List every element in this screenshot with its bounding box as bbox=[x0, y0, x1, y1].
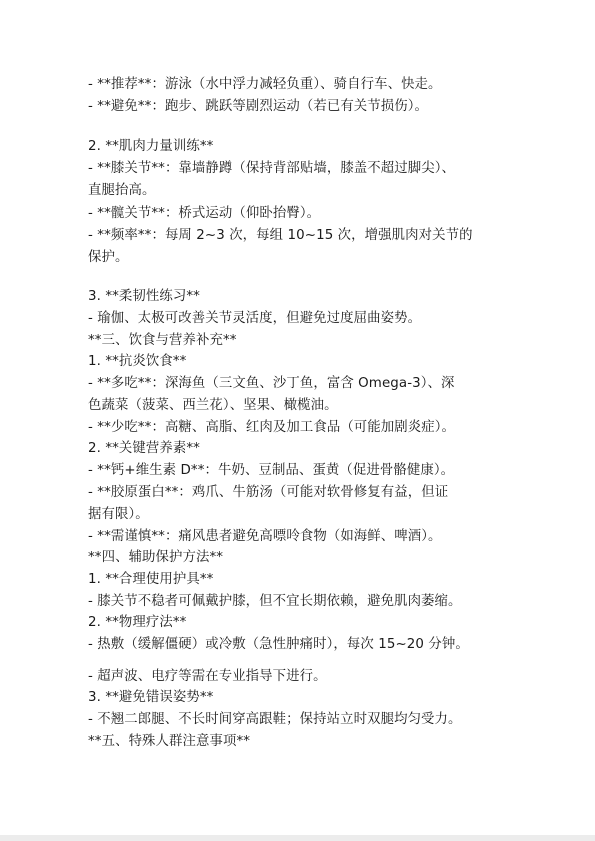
text-line: 保护。 bbox=[88, 250, 129, 265]
text-line: - **膝关节**：靠墙静蹲（保持背部贴墙，膝盖不超过脚尖）、 bbox=[88, 161, 456, 176]
chapter-heading: **三、饮食与营养补充** bbox=[88, 333, 237, 348]
text-line: - **少吃**：高糖、高脂、红肉及加工食品（可能加剧炎症）。 bbox=[88, 420, 456, 435]
section-heading: 1. **合理使用护具** bbox=[88, 572, 214, 587]
section-heading: 2. **关键营养素** bbox=[88, 441, 200, 456]
text-line: - 瑜伽、太极可改善关节灵活度，但避免过度屈曲姿势。 bbox=[88, 311, 422, 326]
chapter-heading: **四、辅助保护方法** bbox=[88, 550, 224, 565]
text-line: - **频率**：每周 2~3 次，每组 10~15 次，增强肌肉对关节的 bbox=[88, 228, 473, 243]
text-line: - **髋关节**：桥式运动（仰卧抬臀）。 bbox=[88, 206, 321, 221]
section-heading: 3. **避免错误姿势** bbox=[88, 690, 214, 705]
section-heading: 2. **物理疗法** bbox=[88, 615, 187, 630]
section-heading: 3. **柔韧性练习** bbox=[88, 289, 200, 304]
page-bottom-edge bbox=[0, 835, 595, 841]
text-line: 色蔬菜（菠菜、西兰花）、坚果、橄榄油。 bbox=[88, 398, 338, 413]
text-line: - **胶原蛋白**：鸡爪、牛筋汤（可能对软骨修复有益，但证 bbox=[88, 485, 449, 500]
text-line: - 膝关节不稳者可佩戴护膝，但不宜长期依赖，避免肌肉萎缩。 bbox=[88, 594, 462, 609]
section-heading: 1. **抗炎饮食** bbox=[88, 354, 187, 369]
chapter-heading: **五、特殊人群注意事项** bbox=[88, 734, 251, 749]
text-line: - 热敷（缓解僵硬）或冷敷（急性肿痛时），每次 15~20 分钟。 bbox=[88, 637, 469, 652]
section-heading: 2. **肌肉力量训练** bbox=[88, 139, 214, 154]
text-line: - **推荐**：游泳（水中浮力减轻负重）、骑自行车、快走。 bbox=[88, 77, 442, 92]
text-line: 据有限）。 bbox=[88, 507, 149, 522]
text-line: - 不翘二郎腿、不长时间穿高跟鞋；保持站立时双腿均匀受力。 bbox=[88, 712, 462, 727]
text-line: - 超声波、电疗等需在专业指导下进行。 bbox=[88, 669, 327, 684]
text-line: - **多吃**：深海鱼（三文鱼、沙丁鱼，富含 Omega-3）、深 bbox=[88, 376, 455, 391]
text-line: - **钙+维生素 D**：牛奶、豆制品、蛋黄（促进骨骼健康）。 bbox=[88, 463, 455, 478]
text-line: 直腿抬高。 bbox=[88, 183, 156, 198]
text-line: - **避免**：跑步、跳跃等剧烈运动（若已有关节损伤）。 bbox=[88, 99, 429, 114]
text-line: - **需谨慎**：痛风患者避免高嘌呤食物（如海鲜、啤酒）。 bbox=[88, 529, 442, 544]
